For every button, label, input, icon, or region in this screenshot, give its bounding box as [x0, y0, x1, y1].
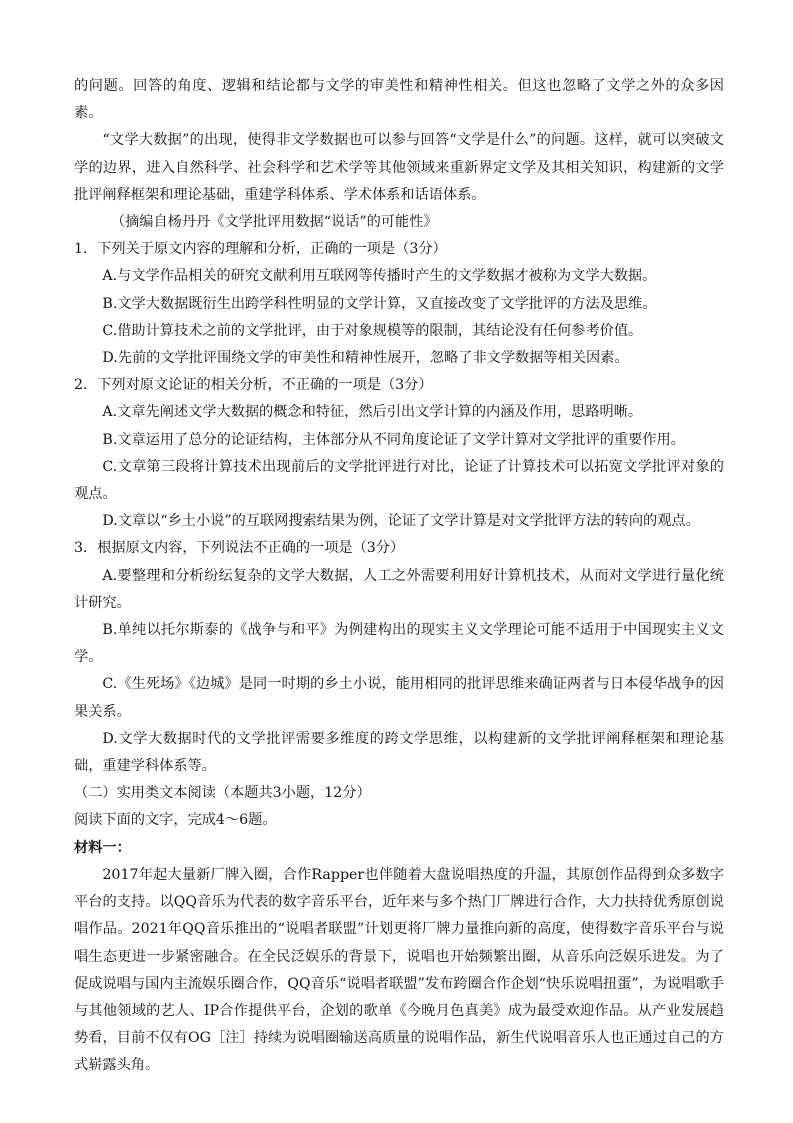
question-2-option-d: D.文章以“乡土小说”的互联网搜索结果为例，论证了文学计算是对文学批评方法的转向的观点。	[102, 513, 700, 530]
source-citation: （摘编自杨丹丹《文学批评用数据“说话”的可能性》	[110, 214, 438, 231]
question-3-option-a: A.要整理和分析纷纭复杂的文学大数据，人工之外需要利用好计算机技术，从而对文学进行量化统计研究。	[74, 567, 724, 611]
passage-tail-line: 的问题。回答的角度、逻辑和结论都与文学的审美性和精神性相关。但这也忽略了文学之外的众多因素。	[74, 78, 724, 122]
passage-paragraph: “文学大数据”的出现，使得非文学数据也可以参与回答“文学是什么”的问题。这样，就可以突破文学的边界，进入自然科学、社会科学和艺术学等其他领域来重新界定文学及其相关知识，构建新的文学批评阐释框架和理论基础，重建学科体系、学术体系和话语体系。	[74, 132, 724, 203]
question-1-option-d: D.先前的文学批评围绕文学的审美性和精神性展开，忽略了非文学数据等相关因素。	[102, 350, 629, 367]
material-paragraph: 2017年起大量新厂牌入圈，合作Rapper也伴随着大盘说唱热度的升温，其原创作品得到众多数字平台的支持。以QQ音乐为代表的数字音乐平台，近年来与多个热门厂牌进行合作，大力扶持优秀原创说唱作品。2021年QQ音乐推出的“说唱者联盟”计划更将厂牌力量推向新的高度，使得数字音乐平台与说唱生态更进一步紧密融合。在全民泛娱乐的背景下，说唱也开始频繁出圈，从音乐向泛娱乐进发。为了促成说唱与国内主流娱乐圈合作，QQ音乐“说唱者联盟”发布跨圈合作企划“快乐说唱扭蛋”，为说唱歌手与其他领域的艺人、IP合作提供平台，企划的歌单《今晚月色真美》成为最受欢迎作品。从产业发展趋势看，目前不仅有OG［注］持续为说唱圈输送高质量的说唱作品，新生代说唱音乐人也正通过自己的方式崭露头角。	[74, 866, 724, 1074]
question-1-stem: 1．下列关于原文内容的理解和分析，正确的一项是（3分）	[74, 241, 447, 258]
question-3-stem: 3．根据原文内容，下列说法不正确的一项是（3分）	[74, 540, 405, 557]
question-1-option-c: C.借助计算技术之前的文学批评，由于对象规模等的限制，其结论没有任何参考价值。	[102, 322, 643, 339]
question-2-stem: 2．下列对原文论证的相关分析，不正确的一项是（3分）	[74, 377, 433, 394]
question-3-option-b: B.单纯以托尔斯泰的《战争与和平》为例建构出的现实主义文学理论可能不适用于中国现实主义文学。	[74, 622, 724, 666]
section-2-heading: （二）实用类文本阅读（本题共3小题，12分）	[74, 785, 371, 802]
question-1-option-a: A.与文学作品相关的研究文献利用互联网等传播时产生的文学数据才被称为文学大数据。	[102, 268, 657, 285]
question-1-option-b: B.文学大数据既衍生出跨学科性明显的文学计算，又直接改变了文学批评的方法及思维。	[102, 295, 657, 312]
question-2-option-a: A.文章先阐述文学大数据的概念和特征，然后引出文学计算的内涵及作用，思路明晰。	[102, 404, 643, 421]
section-2-instruction: 阅读下面的文字，完成4～6题。	[74, 812, 277, 829]
question-3-option-d: D.文学大数据时代的文学批评需要多维度的跨文学思维，以构建新的文学批评阐释框架和理论基础，重建学科体系等。	[74, 730, 724, 775]
question-2-option-b: B.文章运用了总分的论证结构，主体部分从不同角度论证了文学计算对文学批评的重要作用。	[102, 431, 685, 448]
document-page	[74, 73, 724, 1080]
question-2-option-c: C.文章第三段将计算技术出现前后的文学批评进行对比，论证了计算技术可以拓宽文学批评对象的观点。	[74, 458, 724, 503]
question-3-option-c: C.《生死场》《边城》是同一时期的乡土小说，能用相同的批评思维来确证两者与日本侵华战争的因果关系。	[74, 676, 724, 720]
material-label: 材料一：	[74, 839, 131, 856]
